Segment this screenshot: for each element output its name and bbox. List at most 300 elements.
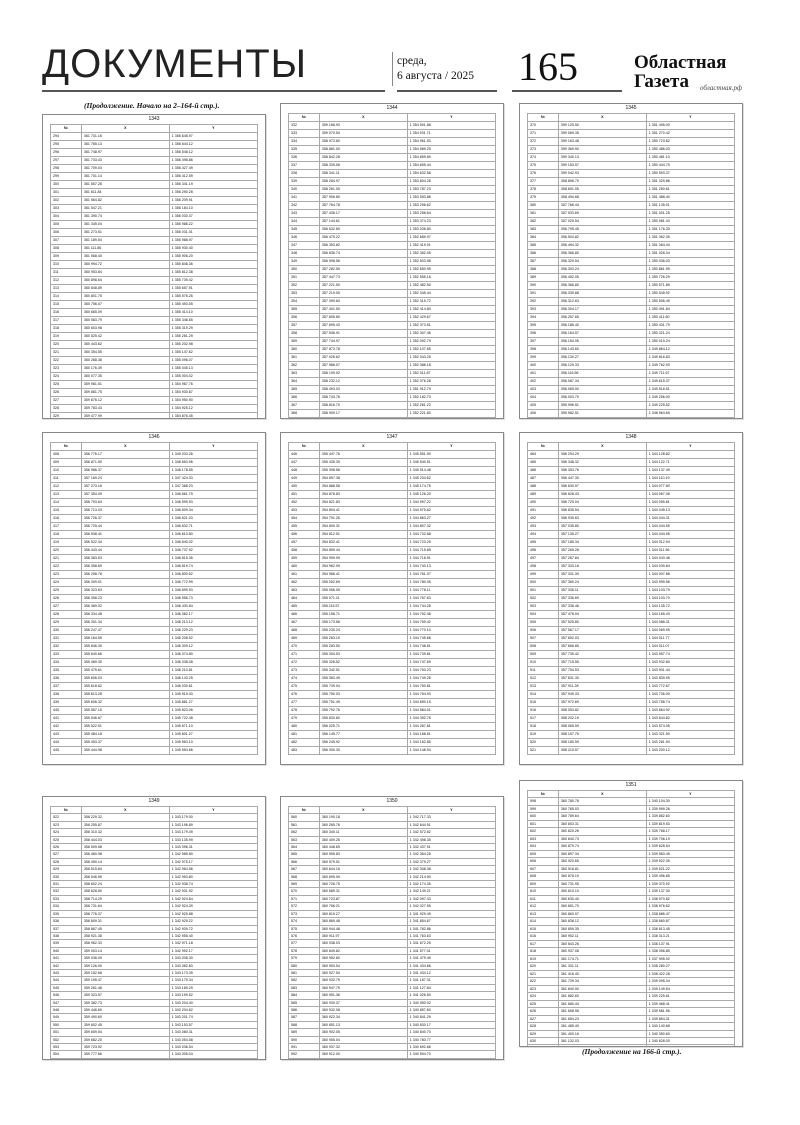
- cell-n: 603: [528, 835, 559, 842]
- table-row: [51, 627, 258, 635]
- cell-y: 1 345 601.27: [169, 731, 257, 739]
- table-row: [51, 903, 258, 910]
- table-row: [528, 130, 735, 138]
- cell-n: 363: [289, 370, 320, 378]
- cell-x: 359 340.13: [558, 154, 646, 162]
- cell-n: 397: [528, 338, 559, 346]
- cell-x: 356 726.37: [81, 515, 169, 523]
- cell-n: 305: [51, 221, 82, 229]
- table-row: [51, 675, 258, 683]
- cell-x: 359 369.90: [558, 146, 646, 154]
- cell-y: 1 342 953.80: [169, 873, 257, 880]
- cell-y: 1 344 103.79: [646, 587, 734, 595]
- table-row: [51, 173, 258, 181]
- cell-n: 307: [51, 237, 82, 245]
- cell-x: 356 935.63: [558, 515, 646, 523]
- cell-x: 360 265.76: [319, 821, 407, 828]
- cell-x: 359 876.12: [81, 397, 169, 405]
- cell-n: 427: [51, 603, 82, 611]
- cell-n: 570: [289, 888, 320, 895]
- cell-y: 1 341 127.84: [407, 984, 495, 991]
- cell-x: 356 383.53: [81, 555, 169, 563]
- cell-n: 409: [51, 459, 82, 467]
- cell-n: 498: [528, 563, 559, 571]
- column-header-y: Y: [646, 791, 734, 798]
- cell-y: 1 355 930.40: [169, 245, 257, 253]
- table-row: [528, 903, 735, 910]
- column-header-num: №: [289, 807, 320, 814]
- cell-n: 430: [51, 627, 82, 635]
- cell-n: 614: [528, 918, 559, 925]
- cell-x: 354 821.83: [319, 499, 407, 507]
- cell-y: 1 346 213.12: [169, 619, 257, 627]
- cell-n: 587: [289, 1014, 320, 1021]
- column-header-y: Y: [646, 443, 734, 451]
- cell-y: 1 344 287.81: [407, 723, 495, 731]
- cell-x: 356 793.64: [81, 499, 169, 507]
- cell-x: 360 630.40: [558, 895, 646, 902]
- cell-n: 423: [51, 571, 82, 579]
- table-row: [51, 277, 258, 285]
- cell-x: 360 930.37: [319, 999, 407, 1006]
- cell-y: 1 341 929.49: [407, 910, 495, 917]
- table-row: [51, 1051, 258, 1058]
- table-row: [528, 835, 735, 842]
- cell-y: 1 355 281.29: [169, 333, 257, 341]
- cell-x: 360 843.26: [558, 940, 646, 947]
- cell-y: 1 355 657.91: [169, 285, 257, 293]
- cell-n: 578: [289, 947, 320, 954]
- cell-y: 1 343 321.50: [646, 731, 734, 739]
- cell-x: 359 659.54: [81, 1029, 169, 1036]
- cell-n: 515: [528, 699, 559, 707]
- table-row: [528, 146, 735, 154]
- table-row: [289, 955, 496, 962]
- cell-y: 1 356 341.19: [169, 181, 257, 189]
- table-row: [51, 925, 258, 932]
- cell-n: 592: [289, 1051, 320, 1058]
- cell-y: 1 343 200.12: [646, 747, 734, 755]
- cell-x: 356 186.40: [558, 322, 646, 330]
- cell-n: 436: [51, 675, 82, 683]
- cell-n: 470: [289, 643, 320, 651]
- cell-y: 1 352 086.18: [407, 362, 495, 370]
- cell-x: 357 695.43: [319, 322, 407, 330]
- cell-n: 606: [528, 858, 559, 865]
- table-row: [51, 381, 258, 389]
- cell-n: 362: [289, 362, 320, 370]
- cell-y: 1 346 030.61: [169, 683, 257, 691]
- table-row: [528, 813, 735, 820]
- cell-y: 1 344 044.31: [646, 515, 734, 523]
- cell-x: 361 658.98: [558, 1008, 646, 1015]
- table-row: [51, 507, 258, 515]
- table-row: [289, 178, 496, 186]
- cell-n: 370: [528, 122, 559, 130]
- cell-n: [51, 1058, 82, 1060]
- cell-n: 462: [289, 579, 320, 587]
- table-title: 1345: [625, 105, 637, 111]
- table-row: [528, 805, 735, 812]
- cell-y: 1 344 011.07: [646, 643, 734, 651]
- table-row: [51, 499, 258, 507]
- cell-y: 1 350 411.60: [646, 314, 734, 322]
- cell-y: 1 343 999.56: [646, 579, 734, 587]
- column-header-x: X: [558, 791, 646, 798]
- table-row: [51, 731, 258, 739]
- cell-x: 360 898.64: [81, 277, 169, 285]
- cell-y: 1 343 082.83: [169, 962, 257, 969]
- cell-y: 1 356 184.10: [169, 205, 257, 213]
- cell-y: 1 346 208.52: [169, 635, 257, 643]
- cell-x: 359 153.57: [558, 162, 646, 170]
- cell-n: 501: [528, 587, 559, 595]
- column-header-x: X: [81, 125, 169, 133]
- cell-x: 360 953.54: [319, 962, 407, 969]
- cell-n: 608: [528, 873, 559, 880]
- cell-x: 358 215.57: [558, 747, 646, 755]
- cell-n: 464: [289, 595, 320, 603]
- table-row: [528, 707, 735, 715]
- cell-x: 354 812.51: [319, 531, 407, 539]
- table-row: [528, 963, 735, 970]
- coordinate-table: [288, 442, 496, 755]
- table-row: [289, 418, 496, 420]
- cell-y: 1 349 225.52: [646, 402, 734, 410]
- table-row: [528, 122, 735, 130]
- cell-y: 1 345 174.75: [407, 483, 495, 491]
- cell-n: 516: [528, 707, 559, 715]
- table-row: [289, 888, 496, 895]
- cell-y: 1 339 583.45: [646, 850, 734, 857]
- cell-x: 358 842.28: [319, 154, 407, 162]
- table-header-row: [528, 114, 735, 122]
- table-row: [528, 739, 735, 747]
- cell-x: 356 729.04: [558, 499, 646, 507]
- cell-n: 530: [51, 873, 82, 880]
- table-row: [289, 635, 496, 643]
- cell-n: 512: [528, 675, 559, 683]
- cell-y: 1 352 011.87: [407, 370, 495, 378]
- cell-n: 497: [528, 555, 559, 563]
- cell-x: 357 282.59: [319, 266, 407, 274]
- cell-n: 474: [289, 675, 320, 683]
- table-row: [528, 491, 735, 499]
- cell-y: 1 341 479.49: [407, 955, 495, 962]
- table-row: [51, 699, 258, 707]
- table-row: [528, 635, 735, 643]
- cell-n: 521: [528, 747, 559, 755]
- table-row: [51, 357, 258, 365]
- cell-n: 510: [528, 659, 559, 667]
- cell-x: 361 657.26: [81, 181, 169, 189]
- cell-x: 361 132.03: [558, 1037, 646, 1044]
- cell-n: 358: [289, 330, 320, 338]
- cell-y: 1 350 571.85: [646, 282, 734, 290]
- table-row: [528, 918, 735, 925]
- cell-n: 368: [289, 410, 320, 418]
- table-row: [528, 865, 735, 872]
- cell-x: 358 962.33: [81, 940, 169, 947]
- cell-x: 360 190.18: [319, 814, 407, 821]
- cell-n: 355: [289, 306, 320, 314]
- cell-x: 358 493.03: [319, 386, 407, 394]
- cell-n: 554: [51, 1051, 82, 1058]
- cell-x: 357 715.55: [558, 659, 646, 667]
- cell-x: 357 265.28: [558, 547, 646, 555]
- cell-x: 355 750.03: [319, 691, 407, 699]
- cell-x: 355 792.76: [319, 707, 407, 715]
- cell-y: 1 354 950.90: [169, 397, 257, 405]
- cell-n: 391: [528, 290, 559, 298]
- cell-x: 357 144.61: [319, 218, 407, 226]
- table-row: [289, 881, 496, 888]
- cell-y: 1 344 723.29: [407, 539, 495, 547]
- cell-y: 1 344 753.23: [407, 667, 495, 675]
- cell-x: 357 336.11: [558, 587, 646, 595]
- cell-n: 402: [528, 378, 559, 386]
- cell-x: 359 723.92: [81, 1044, 169, 1051]
- table-row: [528, 1030, 735, 1037]
- table-row: [51, 571, 258, 579]
- cell-n: 601: [528, 820, 559, 827]
- cell-x: 357 478.94: [558, 611, 646, 619]
- table-row: [51, 483, 258, 491]
- cell-y: 1 339 149.54: [646, 985, 734, 992]
- cell-n: 580: [289, 962, 320, 969]
- cell-x: 357 926.62: [319, 354, 407, 362]
- table-row: [289, 330, 496, 338]
- table-row: [528, 828, 735, 835]
- cell-n: 322: [51, 357, 82, 365]
- cell-x: 360 726.75: [319, 881, 407, 888]
- cell-n: 452: [289, 499, 320, 507]
- cell-x: 355 469.30: [81, 659, 169, 667]
- cell-x: 358 809.31: [81, 918, 169, 925]
- cell-n: 463: [289, 587, 320, 595]
- table-row: [289, 138, 496, 146]
- table-row: [528, 985, 735, 992]
- cell-n: 449: [289, 475, 320, 483]
- cell-n: 487: [528, 475, 559, 483]
- cell-x: 356 725.44: [81, 523, 169, 531]
- cell-y: 1 344 754.93: [407, 691, 495, 699]
- cell-x: 360 644.16: [319, 866, 407, 873]
- cell-n: 517: [528, 715, 559, 723]
- table-row: [289, 1021, 496, 1028]
- cell-y: 1 350 506.49: [646, 298, 734, 306]
- cell-n: 412: [51, 483, 82, 491]
- cell-y: 1 344 761.37: [407, 571, 495, 579]
- cell-n: 546: [51, 992, 82, 999]
- cell-y: 1 343 736.00: [646, 691, 734, 699]
- table-row: [51, 253, 258, 261]
- cell-y: 1 349 816.83: [646, 354, 734, 362]
- table-row: [51, 940, 258, 947]
- table-row: [51, 325, 258, 333]
- cell-y: 1 351 488.40: [646, 194, 734, 202]
- cell-n: 456: [289, 531, 320, 539]
- cell-n: 346: [289, 234, 320, 242]
- table-row: [289, 170, 496, 178]
- cell-y: 1 342 379.27: [407, 858, 495, 865]
- cell-y: 1 355 739.42: [169, 277, 257, 285]
- cell-n: 450: [289, 483, 320, 491]
- cell-x: 361 733.43: [81, 157, 169, 165]
- table-row: [289, 739, 496, 747]
- cell-y: 1 344 770.10: [407, 627, 495, 635]
- table-row: [528, 895, 735, 902]
- cell-y: 1 344 732.68: [407, 531, 495, 539]
- cell-y: 1 349 711.67: [646, 370, 734, 378]
- column-header-y: Y: [169, 125, 257, 133]
- cell-x: 358 180.59: [558, 739, 646, 747]
- table-row: [51, 149, 258, 157]
- cell-n: 518: [528, 723, 559, 731]
- cell-y: 1 350 861.95: [646, 266, 734, 274]
- cell-y: 1 346 737.92: [169, 547, 257, 555]
- cell-x: 355 453.37: [81, 739, 169, 747]
- cell-x: 360 176.39: [81, 365, 169, 373]
- cell-x: 360 863.97: [558, 910, 646, 917]
- cell-x: 360 723.87: [319, 895, 407, 902]
- cell-x: 355 475.61: [81, 667, 169, 675]
- cell-x: 355 342.51: [319, 667, 407, 675]
- coordinate-table: [527, 790, 735, 1047]
- cell-y: 1 344 012.94: [646, 539, 734, 547]
- cell-n: 494: [528, 531, 559, 539]
- cell-n: 338: [289, 170, 320, 178]
- table-row: [289, 314, 496, 322]
- cell-n: 520: [528, 739, 559, 747]
- cell-n: 532: [51, 888, 82, 895]
- cell-n: 527: [51, 851, 82, 858]
- cell-x: 361 748.97: [81, 149, 169, 157]
- page-number: 165: [518, 44, 578, 89]
- newspaper-logo: [634, 53, 764, 91]
- cell-x: 354 832.41: [319, 539, 407, 547]
- table-row: [289, 858, 496, 865]
- column-header-x: X: [81, 443, 169, 451]
- cell-y: 1 340 104.30: [646, 798, 734, 805]
- cell-y: 1 355 147.62: [169, 349, 257, 357]
- cell-x: 356 475.22: [319, 234, 407, 242]
- cell-n: 629: [528, 1030, 559, 1037]
- table-row: [51, 844, 258, 851]
- table-row: [289, 322, 496, 330]
- table-row: [51, 611, 258, 619]
- table-row: [51, 747, 258, 755]
- cell-n: 419: [51, 539, 82, 547]
- table-row: [528, 699, 735, 707]
- table-row: [289, 122, 496, 130]
- cell-y: 1 353 593.86: [407, 194, 495, 202]
- cell-y: 1 342 964.56: [169, 866, 257, 873]
- cell-y: 1 343 153.57: [169, 1021, 257, 1028]
- cell-y: 1 355 576.26: [169, 293, 257, 301]
- column-header-num: №: [528, 791, 559, 798]
- cell-n: 469: [289, 635, 320, 643]
- cell-y: 1 342 955.40: [169, 932, 257, 939]
- cell-y: 1 340 140.68: [646, 1023, 734, 1030]
- cell-y: 1 344 392.76: [407, 715, 495, 723]
- cell-y: 1 341 763.63: [407, 932, 495, 939]
- table-row: [51, 836, 258, 843]
- table-row: [289, 234, 496, 242]
- cell-y: 1 346 599.93: [169, 499, 257, 507]
- cell-n: 536: [51, 918, 82, 925]
- cell-x: 360 268.38: [81, 357, 169, 365]
- cell-n: 401: [528, 370, 559, 378]
- cell-x: 357 986.07: [319, 362, 407, 370]
- cell-x: 356 300.30: [319, 747, 407, 755]
- cell-x: 356 116.56: [558, 370, 646, 378]
- cell-y: 1 340 350.60: [646, 1030, 734, 1037]
- table-row: [528, 234, 735, 242]
- cell-y: 1 355 493.05: [169, 301, 257, 309]
- cell-y: 1 354 931.71: [407, 130, 495, 138]
- table-row: [289, 386, 496, 394]
- table-title: 1343: [148, 116, 160, 122]
- cell-x: 356 164.55: [81, 635, 169, 643]
- table-row: [51, 189, 258, 197]
- cell-y: 1 352 373.51: [407, 322, 495, 330]
- cell-n: 324: [51, 373, 82, 381]
- table-row: [51, 547, 258, 555]
- cell-y: 1 342 174.35: [407, 881, 495, 888]
- cell-x: 359 152.68: [81, 969, 169, 976]
- table-row: [528, 531, 735, 539]
- cell-n: 582: [289, 977, 320, 984]
- cell-n: 356: [289, 314, 320, 322]
- table-row: [528, 202, 735, 210]
- table-row: [51, 221, 258, 229]
- cell-x: 356 301.34: [81, 619, 169, 627]
- table-row: [528, 691, 735, 699]
- cell-n: 514: [528, 691, 559, 699]
- table-row: [528, 933, 735, 940]
- table-row: [51, 451, 258, 459]
- cell-n: 308: [51, 245, 82, 253]
- column-header-y: Y: [407, 443, 495, 451]
- coordinate-table-panel: [280, 796, 504, 1060]
- cell-y: 1 338 313.21: [646, 933, 734, 940]
- cell-n: 376: [528, 170, 559, 178]
- column-header-y: Y: [407, 114, 495, 122]
- cell-n: 429: [51, 619, 82, 627]
- cell-n: 309: [51, 253, 82, 261]
- table-row: [289, 266, 496, 274]
- table-row: [51, 1014, 258, 1021]
- cell-y: 1 339 225.61: [646, 993, 734, 1000]
- cell-x: 358 731.64: [81, 903, 169, 910]
- table-row: [528, 1000, 735, 1007]
- cell-x: 360 801.75: [81, 293, 169, 301]
- coordinate-table: [50, 442, 258, 755]
- cell-y: 1 339 882.60: [646, 813, 734, 820]
- cell-y: 1 351 329.86: [646, 178, 734, 186]
- table-row: [51, 1058, 258, 1060]
- cell-n: 571: [289, 895, 320, 902]
- cell-y: 1 343 179.49: [169, 829, 257, 836]
- table-row: [528, 330, 735, 338]
- table-row: [289, 947, 496, 954]
- cell-y: 1 344 043.46: [646, 555, 734, 563]
- cell-y: 1 343 038.30: [169, 955, 257, 962]
- cell-x: 360 911.97: [319, 932, 407, 939]
- cell-y: 1 355 812.38: [169, 269, 257, 277]
- brand-line-2: Газета: [634, 71, 690, 92]
